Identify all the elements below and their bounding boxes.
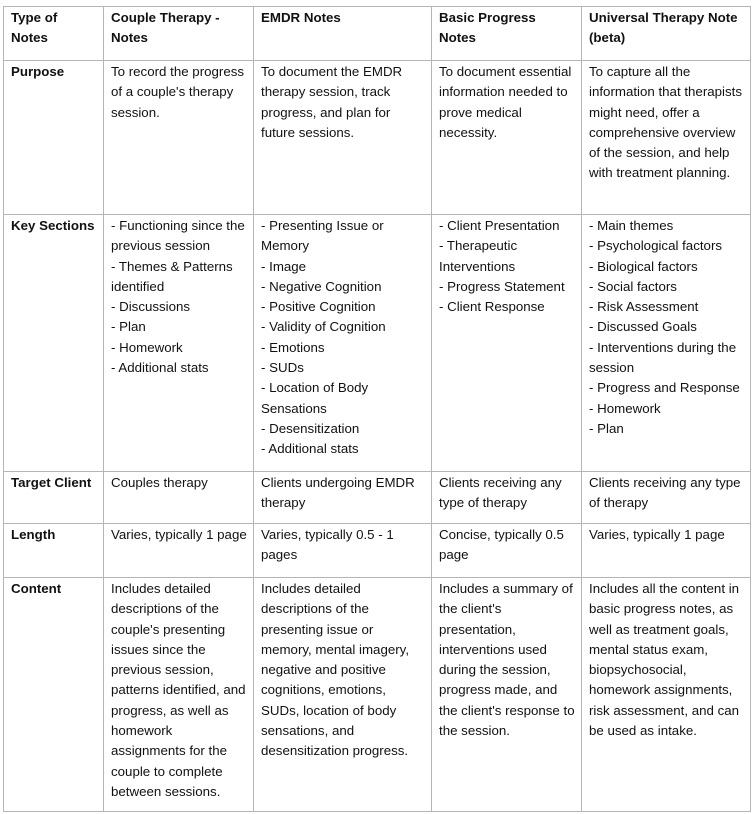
table-cell: Varies, typically 1 page: [104, 524, 254, 578]
row-label: Content: [4, 578, 104, 812]
header-cell-basic: Basic Progress Notes: [432, 7, 582, 61]
table-cell: - Main themes - Psychological factors - Biological factors - Social factors - Risk Assessment - Discussed Goals - Interventions during the session - Progress and Response - Homework - Plan: [582, 215, 751, 472]
table-cell: Clients undergoing EMDR therapy: [254, 472, 432, 524]
table-row-length: [4, 524, 751, 578]
table-cell: - Client Presentation - Therapeutic Interventions - Progress Statement - Client Response: [432, 215, 582, 472]
table-cell: Includes detailed descriptions of the couple's presenting issues since the previous session, patterns identified, and progress, as well as homework assignments for the couple to complete between sessions.: [104, 578, 254, 812]
table-cell: To record the progress of a couple's therapy session.: [104, 61, 254, 215]
table-cell: Clients receiving any type of therapy: [432, 472, 582, 524]
row-label: Purpose: [4, 61, 104, 215]
table-cell: Concise, typically 0.5 page: [432, 524, 582, 578]
table-cell: To document essential information needed to prove medical necessity.: [432, 61, 582, 215]
table-cell: Clients receiving any type of therapy: [582, 472, 751, 524]
table-cell: - Functioning since the previous session - Themes & Patterns identified - Discussions - Plan - Homework - Additional stats: [104, 215, 254, 472]
table-cell: Includes a summary of the client's presentation, interventions used during the session, progress made, and the client's response to the session.: [432, 578, 582, 812]
header-cell-couple: Couple Therapy - Notes: [104, 7, 254, 61]
table-cell: To capture all the information that therapists might need, offer a comprehensive overview of the session, and help with treatment planning.: [582, 61, 751, 215]
header-cell-type: Type of Notes: [4, 7, 104, 61]
table-cell: Includes detailed descriptions of the presenting issue or memory, mental imagery, negative and positive cognitions, emotions, SUDs, location of body sensations, and desensitization progress.: [254, 578, 432, 812]
header-cell-emdr: EMDR Notes: [254, 7, 432, 61]
header-cell-universal: Universal Therapy Note (beta): [582, 7, 751, 61]
table-cell: Includes all the content in basic progress notes, as well as treatment goals, mental status exam, biopsychosocial, homework assignments, risk assessment, and can be used as intake.: [582, 578, 751, 812]
table-row-content: [4, 578, 751, 812]
table-cell: Varies, typically 0.5 - 1 pages: [254, 524, 432, 578]
table-cell: Couples therapy: [104, 472, 254, 524]
row-label: Target Client: [4, 472, 104, 524]
comparison-table: [3, 6, 751, 812]
table-cell: Varies, typically 1 page: [582, 524, 751, 578]
table-row-purpose: [4, 61, 751, 215]
row-label: Length: [4, 524, 104, 578]
table-row-target-client: [4, 472, 751, 524]
table-cell: - Presenting Issue or Memory - Image - Negative Cognition - Positive Cognition - Validity of Cognition - Emotions - SUDs - Location of Body Sensations - Desensitization - Additional stats: [254, 215, 432, 472]
table-cell: To document the EMDR therapy session, track progress, and plan for future sessions.: [254, 61, 432, 215]
row-label: Key Sections: [4, 215, 104, 472]
table-row-key-sections: [4, 215, 751, 472]
header-row: [4, 7, 751, 61]
